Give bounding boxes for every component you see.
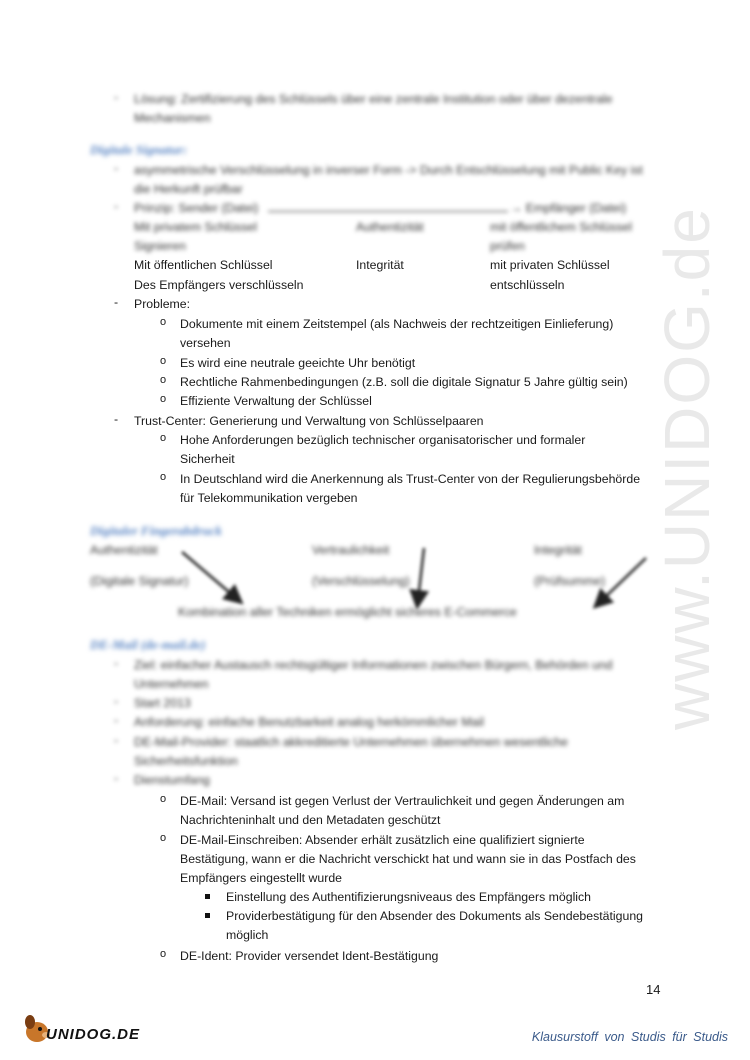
list-item: versehen bbox=[180, 336, 231, 350]
text-line: DE-Mail-Provider: staatlich akkreditierte Unternehmen übernehmen wesentliche bbox=[134, 735, 569, 749]
bullet-circle: o bbox=[160, 374, 167, 386]
list-item: Trust-Center: Generierung und Verwaltung von Schlüsselpaaren bbox=[134, 414, 484, 428]
footer-tagline: Klausurstoff von Studis für Studis bbox=[531, 1030, 728, 1044]
bullet-dash: - bbox=[114, 90, 119, 104]
text-line: Dienstumfang bbox=[134, 773, 210, 787]
footer-logo-text: UNIDOG.DE bbox=[46, 1026, 141, 1043]
section-heading: Digitaler Fingerabdruck bbox=[90, 523, 222, 538]
text-line: → Empfänger (Datei) bbox=[510, 201, 627, 215]
arrow bbox=[418, 548, 424, 600]
list-item: Sicherheit bbox=[180, 452, 235, 466]
table-cell: Mit privatem Schlüssel bbox=[134, 220, 258, 234]
text-line: Mechanismen bbox=[134, 111, 211, 125]
text-line: Vertraulichkeit bbox=[312, 543, 390, 557]
text-line: Unternehmen bbox=[134, 677, 209, 691]
list-item: Hohe Anforderungen bezüglich technischer organisatorischer und formaler bbox=[180, 433, 586, 447]
text-line: Authentizität bbox=[90, 543, 158, 557]
text-line: (Digitale Signatur) bbox=[90, 574, 189, 588]
bullet-dash: - bbox=[114, 656, 119, 670]
text-line: Sicherheitsfunktion bbox=[134, 754, 238, 768]
table-cell: Mit öffentlichen Schlüssel bbox=[134, 258, 273, 272]
list-item: Effiziente Verwaltung der Schlüssel bbox=[180, 394, 372, 408]
list-item: möglich bbox=[226, 928, 269, 942]
list-item: DE-Mail-Einschreiben: Absender erhält zusätzlich eine qualifiziert signierte bbox=[180, 833, 585, 847]
table-cell: mit öffentlichem Schlüssel bbox=[490, 220, 632, 234]
list-item: Bestätigung, wann er die Nachricht verschickt hat und wann sie in das Postfach des bbox=[180, 852, 636, 866]
page-number: 14 bbox=[646, 982, 661, 997]
list-item: Providerbestätigung für den Absender des Dokuments als Sendebestätigung bbox=[226, 909, 644, 923]
list-item: Rechtliche Rahmenbedingungen (z.B. soll die digitale Signatur 5 Jahre gültig sein) bbox=[180, 375, 628, 389]
bullet-dash: - bbox=[114, 771, 119, 785]
text-line: (Prüfsumme) bbox=[534, 574, 606, 588]
text-line: Start 2013 bbox=[134, 696, 191, 710]
list-item: In Deutschland wird die Anerkennung als Trust-Center von der Regulierungsbehörde bbox=[180, 472, 641, 486]
arrow bbox=[182, 552, 236, 598]
table-cell: Authentizität bbox=[356, 220, 424, 234]
bullet-circle: o bbox=[160, 355, 167, 367]
text-line: Anforderung: einfache Benutzbarkeit analog herkömmlicher Mail bbox=[134, 715, 484, 729]
text-line: Prinzip: Sender (Datei) bbox=[134, 201, 259, 215]
section-heading: DE-Mail (de-mail.de) bbox=[90, 637, 206, 652]
section-heading: Digitale Signatur: bbox=[90, 142, 188, 157]
list-item: für Telekommunikation vergeben bbox=[180, 491, 358, 505]
bullet-dash: - bbox=[114, 412, 119, 426]
watermark: www.UNIDOG.de bbox=[651, 206, 723, 730]
bullet-square bbox=[205, 894, 210, 899]
bullet-circle: o bbox=[160, 471, 167, 483]
text-line: Lösung: Zertifizierung des Schlüssels über eine zentrale Institution oder über dezentrale bbox=[134, 92, 613, 106]
bullet-dash: - bbox=[114, 295, 119, 309]
bullet-dash: - bbox=[114, 161, 119, 175]
bullet-circle: o bbox=[160, 432, 167, 444]
list-item: DE-Ident: Provider versendet Ident-Bestätigung bbox=[180, 949, 439, 963]
list-item: Einstellung des Authentifizierungsniveaus des Empfängers möglich bbox=[226, 890, 592, 904]
text-line: Ziel: einfacher Austausch rechtsgültiger Informationen zwischen Bürgern, Behörden und bbox=[134, 658, 613, 672]
bullet-dash: - bbox=[114, 694, 119, 708]
list-item: Probleme: bbox=[134, 297, 191, 311]
bullet-circle: o bbox=[160, 393, 167, 405]
list-item: DE-Mail: Versand ist gegen Verlust der Vertraulichkeit und gegen Änderungen am bbox=[180, 794, 625, 808]
table-cell: Integrität bbox=[356, 258, 404, 272]
text-line: Kombination aller Techniken ermöglicht sicheres E-Commerce bbox=[178, 605, 517, 619]
table-cell: prüfen bbox=[490, 239, 525, 253]
list-item: Dokumente mit einem Zeitstempel (als Nachweis der rechtzeitigen Einlieferung) bbox=[180, 317, 614, 331]
bullet-circle: o bbox=[160, 793, 167, 805]
text-line: asymmetrische Verschlüsselung in inverser Form -> Durch Entschlüsselung mit Public Key ist bbox=[134, 163, 643, 177]
table-cell: entschlüsseln bbox=[490, 278, 565, 292]
text-line: die Herkunft prüfbar bbox=[134, 182, 243, 196]
text-line: (Verschlüsselung) bbox=[312, 574, 410, 588]
table-cell: Des Empfängers verschlüsseln bbox=[134, 278, 304, 292]
list-item: Empfängers eingestellt wurde bbox=[180, 871, 342, 885]
bullet-square bbox=[205, 913, 210, 918]
bullet-dash: - bbox=[114, 713, 119, 727]
text-line: Integrität bbox=[534, 543, 582, 557]
arrow bbox=[600, 558, 646, 602]
table-cell: mit privaten Schlüssel bbox=[490, 258, 610, 272]
list-item: Es wird eine neutrale geeichte Uhr benötigt bbox=[180, 356, 416, 370]
bullet-circle: o bbox=[160, 832, 167, 844]
list-item: Nachrichteninhalt und den Metadaten geschützt bbox=[180, 813, 441, 827]
bullet-circle: o bbox=[160, 948, 167, 960]
table-cell: Signieren bbox=[134, 239, 186, 253]
bullet-dash: - bbox=[114, 733, 119, 747]
bullet-dash: - bbox=[114, 199, 119, 213]
bullet-circle: o bbox=[160, 316, 167, 328]
